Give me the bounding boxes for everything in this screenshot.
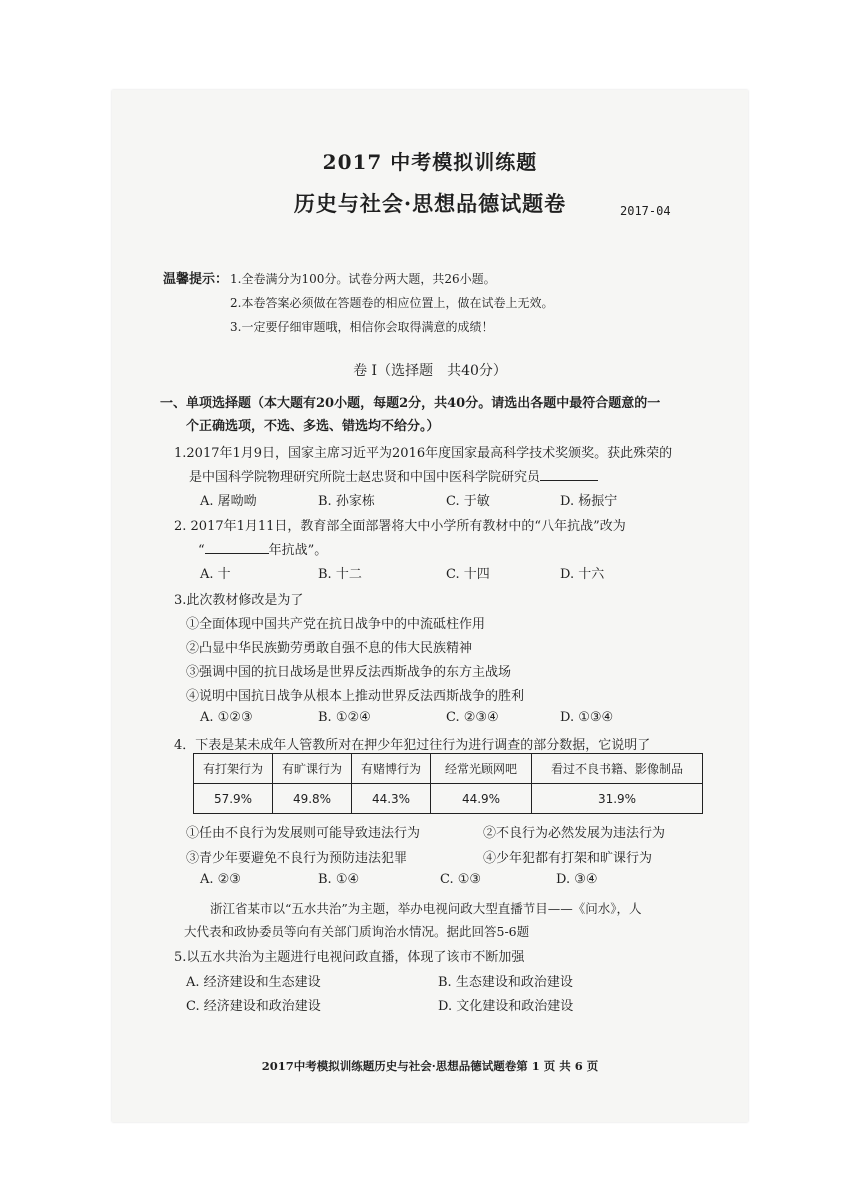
exam-title: 2017 中考模拟训练题 [322,150,538,174]
section-title: 卷 Ⅰ（选择题 共40分） [353,363,507,379]
option: A. ②③ [200,872,241,887]
statement: ②凸显中华民族勤劳勇敢自强不息的伟大民族精神 [186,641,473,656]
answer-blank [540,468,598,481]
page-footer: 2017中考模拟训练题历史与社会·思想品德试题卷第 1 页 共 6 页 [261,1059,599,1073]
tips-label: 温馨提示： [163,272,229,287]
option: A. ①②③ [200,710,253,725]
table-cell: 31.9% [532,784,703,814]
option: B. 孙家栋 [318,494,375,509]
option: B. ①④ [318,872,360,887]
answer-blank [205,541,269,554]
tip-item: 2.本卷答案必须做在答题卷的相应位置上，做在试卷上无效。 [230,296,554,310]
option: D. ③④ [556,872,598,887]
option: B. 生态建设和政治建设 [438,975,573,990]
reading-passage: 浙江省某市以“五水共治”为主题，举办电视问政大型直播节目——《问水》，人 [210,901,642,916]
statement: ①任由不良行为发展则可能导致违法行为 [186,826,421,841]
option: A. 经济建设和生态建设 [186,975,321,990]
table-cell: 57.9% [194,784,273,814]
tip-item: 1.全卷满分为100分。试卷分两大题，共26小题。 [230,272,496,286]
option: A. 十 [200,567,231,582]
table-header-cell: 有赌博行为 [352,754,431,784]
option: C. 十四 [446,567,490,582]
question-2-stem: “ 年抗战”。 [198,543,328,558]
question-3-stem: 3.此次教材修改是为了 [174,593,304,608]
exam-date: 2017-04 [620,204,671,218]
statement: ①全面体现中国共产党在抗日战争中的中流砥柱作用 [186,617,486,632]
option: D. 杨振宁 [560,494,618,509]
option: C. 经济建设和政治建设 [186,999,321,1014]
statement: ④说明中国抗日战争从根本上推动世界反法西斯战争的胜利 [186,689,525,704]
option: B. 十二 [318,567,362,582]
option: A. 屠呦呦 [200,494,257,509]
table-header-cell: 有旷课行为 [273,754,352,784]
table-cell: 44.9% [431,784,532,814]
option: C. ①③ [440,872,482,887]
table-cell: 49.8% [273,784,352,814]
option: C. 于敏 [446,494,490,509]
table-header-row [194,754,703,784]
reading-passage: 大代表和政协委员等向有关部门质询治水情况。据此回答5-6题 [184,924,530,939]
option: D. 文化建设和政治建设 [438,999,574,1014]
option: D. ①③④ [560,710,614,725]
tip-item: 3.一定要仔细审题哦，相信你会取得满意的成绩！ [230,320,494,334]
table-cell: 44.3% [352,784,431,814]
table-header-cell: 有打架行为 [194,754,273,784]
question-1-stem: 1.2017年1月9日，国家主席习近平为2016年度国家最高科学技术奖颁奖。获此殊荣的 [174,446,673,461]
table-header-cell: 经常光顾网吧 [431,754,532,784]
section-instruction: 个正确选项，不选、多选、错选均不给分。） [186,419,440,434]
section-instruction: 一、单项选择题（本大题有20小题，每题2分，共40分。请选出各题中最符合题意的一 [160,396,661,411]
option: D. 十六 [560,567,605,582]
statement: ②不良行为必然发展为违法行为 [483,826,666,841]
statement: ③强调中国的抗日战场是世界反法西斯战争的东方主战场 [186,665,512,680]
table-row [194,784,703,814]
statement: ③青少年要避免不良行为预防违法犯罪 [186,851,408,866]
question-2-stem: 2. 2017年1月11日，教育部全面部署将大中小学所有教材中的“八年抗战”改为 [174,519,626,534]
question-1-stem: 是中国科学院物理研究所院士赵忠贤和中国中医科学院研究员 [189,466,598,485]
option: C. ②③④ [446,710,499,725]
exam-subtitle: 历史与社会·思想品德试题卷 [293,191,567,216]
table-header-cell: 看过不良书籍、影像制品 [532,754,703,784]
question-4-stem: 4．下表是某未成年人管教所对在押少年犯过往行为进行调查的部分数据，它说明了 [174,738,651,753]
survey-table [193,753,703,814]
statement: ④少年犯都有打架和旷课行为 [483,851,653,866]
option: B. ①②④ [318,710,371,725]
question-5-stem: 5.以五水共治为主题进行电视问政直播，体现了该市不断加强 [174,950,525,965]
